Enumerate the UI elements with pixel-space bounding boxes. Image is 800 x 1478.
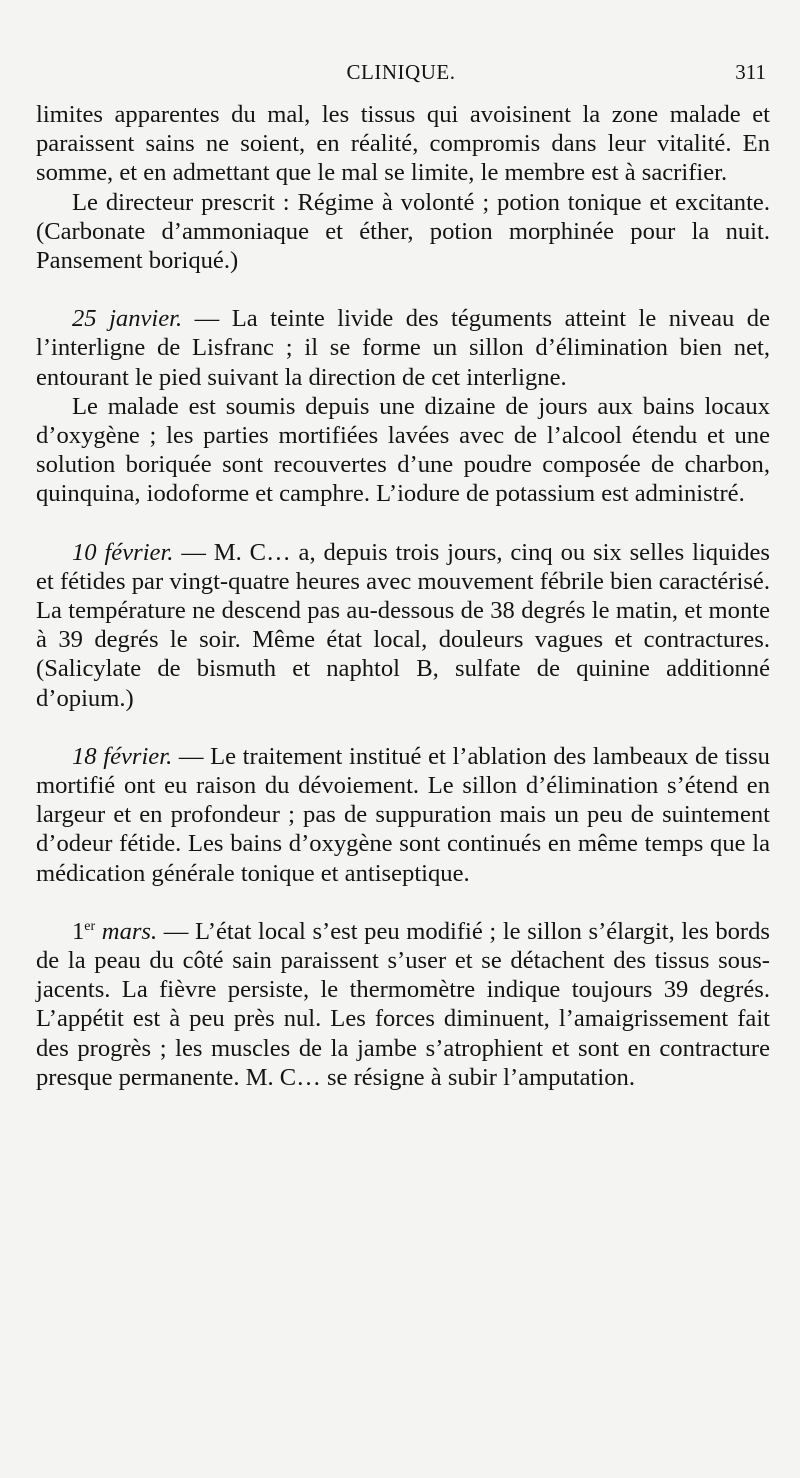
entry-1er-mars [36,917,770,1092]
page-header [36,58,766,88]
entry-10-fevrier [36,538,770,713]
entry-date-superscript: er [84,918,96,934]
entry-text: — L’état local s’est peu modifié ; le sillon s’élargit, les bords de la peau du côté sain paraissent s’user et se détachent des tissus sous-jacents. La fièvre persiste, le thermomètre indique toujours 39 degrés. L’appétit est à peu près nul. Les forces diminuent, l’amaigrissement fait des progrès ; les muscles de la jambe s’atrophient et sont en contracture presque permanente. M. C… se résigne à subir l’amputation. [36,917,770,1091]
paragraph-2 [36,188,770,276]
paragraph-4 [36,392,770,509]
section-gap [36,713,770,742]
page-body [36,100,770,1092]
paragraph-1 [36,100,770,188]
section-gap [36,888,770,917]
entry-25-janvier [36,304,770,392]
entry-text: — La teinte livide des téguments atteint le niveau de l’interligne de Lisfranc ; il se forme un sillon d’élimination bien net, entourant le pied suivant la direction de cet interligne. [36,305,770,391]
paragraph-text: Le malade est soumis depuis une dizaine de jours aux bains locaux d’oxygène ; les parties mortifiées lavées avec de l’alcool étendu et une solution boriquée sont recouvertes d’une poudre composée de charbon, quinquina, iodoforme et camphre. L’iodure de potassium est administré. [36,392,770,508]
page-number: 311 [735,60,766,84]
entry-text: — M. C… a, depuis trois jours, cinq ou six selles liquides et fétides par vingt-quatre heures avec mouvement fébrile bien caractérisé. La température ne descend pas au-dessous de 38 degrés le matin, et monte à 39 degrés le soir. Même état local, douleurs vagues et contractures. (Salicylate de bismuth et naphtol B, sulfate de quinine additionné d’opium.) [36,538,770,712]
entry-18-fevrier [36,742,770,888]
paragraph-text: Le directeur prescrit : Régime à volonté ; potion tonique et excitante. (Carbonate d’ammoniaque et éther, potion morphinée pour la nuit. Pansement boriqué.) [36,188,770,275]
entry-date: mars. [95,917,158,945]
entry-date-prefix: 1 [72,917,85,945]
running-title: CLINIQUE. [346,60,456,84]
entry-date: 10 février. [72,538,174,566]
entry-date: 25 janvier. [72,305,183,333]
paragraph-text: limites apparentes du mal, les tissus qui avoisinent la zone malade et paraissent sains ne soient, en réalité, compromis dans leur vitalité. En somme, et en admettant que le mal se limite, le membre est à sacrifier. [36,101,770,187]
entry-text: — Le traitement institué et l’ablation des lambeaux de tissu mortifié ont eu raison du dévoiement. Le sillon d’élimination s’étend en largeur et en profondeur ; pas de suppuration mais un peu de suintement d’odeur fétide. Les bains d’oxygène sont continués en même temps que la médication générale tonique et antiseptique. [36,742,770,887]
entry-date: 18 février. [72,742,173,770]
section-gap [36,509,770,538]
section-gap [36,275,770,304]
